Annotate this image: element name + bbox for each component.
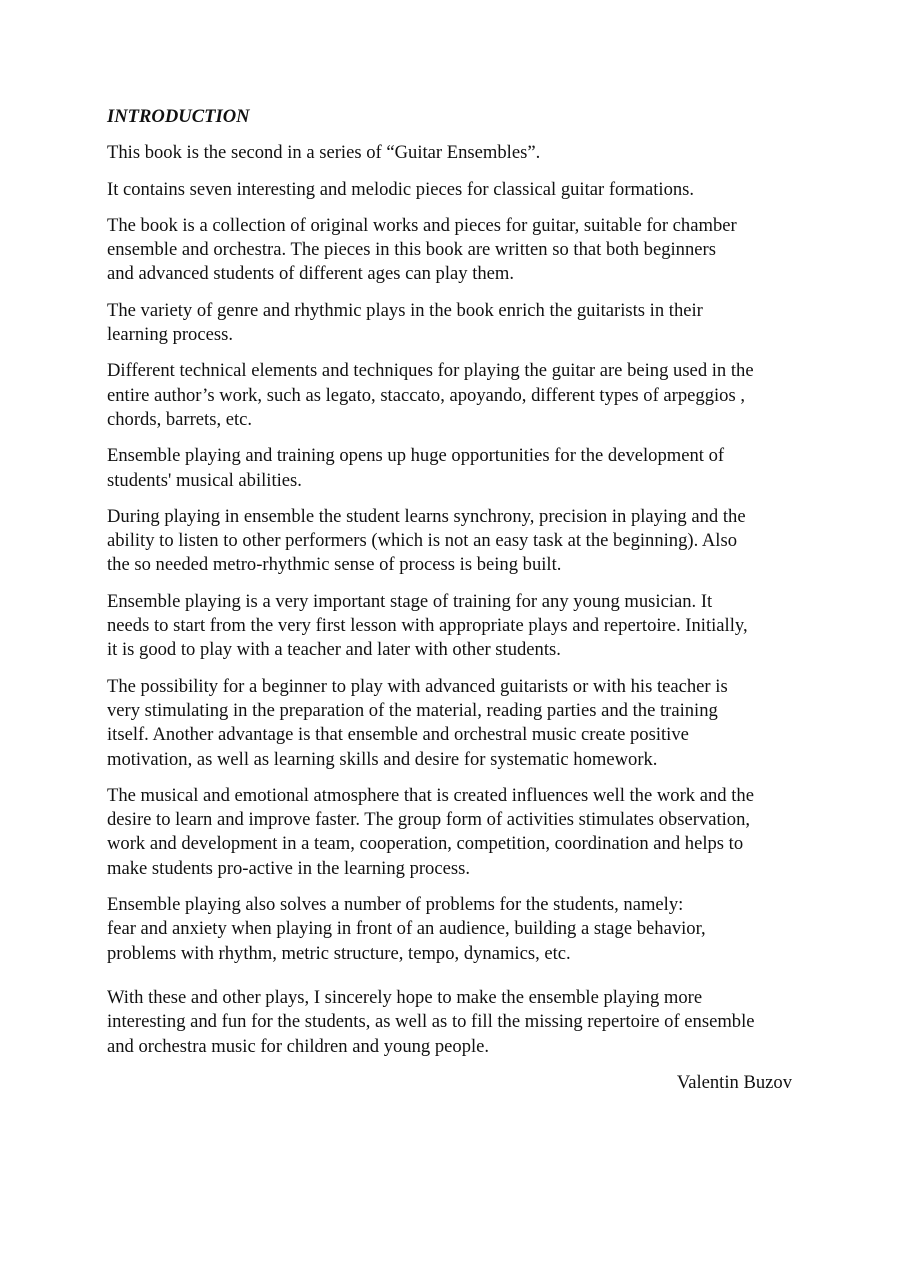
paragraph-line: It contains seven interesting and melodic pieces for classical guitar formations. [107, 178, 695, 200]
paragraph-line: students' musical abilities. [107, 469, 302, 491]
paragraph-line: the so needed metro-rhythmic sense of process is being built. [107, 554, 562, 576]
paragraph [107, 299, 792, 348]
paragraph-line: chords, barrets, etc. [107, 408, 253, 430]
paragraph-line: entire author’s work, such as legato, staccato, apoyando, different types of arpeggios , [107, 384, 746, 406]
paragraph-line: Ensemble playing and training opens up huge opportunities for the development of [107, 445, 725, 467]
paragraph [107, 444, 792, 493]
paragraph-line: Ensemble playing is a very important stage of training for any young musician. It [107, 590, 713, 612]
paragraph-line: problems with rhythm, metric structure, tempo, dynamics, etc. [107, 942, 571, 964]
paragraph-line: very stimulating in the preparation of the material, reading parties and the training [107, 699, 718, 721]
paragraph [107, 141, 792, 165]
paragraph-line: The musical and emotional atmosphere that is created influences well the work and the [107, 784, 754, 806]
paragraph-line: make students pro-active in the learning process. [107, 857, 470, 879]
paragraph-line: itself. Another advantage is that ensemble and orchestral music create positive [107, 724, 689, 746]
paragraph-line: needs to start from the very first lesson with appropriate plays and repertoire. Initially, [107, 615, 748, 637]
paragraph [107, 590, 792, 663]
paragraph [107, 675, 792, 772]
paragraph [107, 784, 792, 881]
document-body [107, 105, 792, 1095]
paragraph-line: This book is the second in a series of “Guitar Ensembles”. [107, 142, 541, 164]
paragraph-line: During playing in ensemble the student learns synchrony, precision in playing and the [107, 505, 746, 527]
paragraph-line: it is good to play with a teacher and later with other students. [107, 639, 561, 661]
paragraph-line: The possibility for a beginner to play with advanced guitarists or with his teacher is [107, 675, 728, 697]
paragraph-line: The book is a collection of original works and pieces for guitar, suitable for chamber [107, 214, 737, 236]
paragraph-list [107, 141, 792, 1059]
paragraph-line: work and development in a team, cooperation, competition, coordination and helps to [107, 833, 744, 855]
paragraph-line: ensemble and orchestra. The pieces in this book are written so that both beginners [107, 239, 716, 261]
paragraph-line: and orchestra music for children and young people. [107, 1035, 490, 1057]
paragraph [107, 986, 792, 1059]
paragraph-line: Different technical elements and techniques for playing the guitar are being used in the [107, 360, 754, 382]
paragraph-line: interesting and fun for the students, as well as to fill the missing repertoire of ensemble [107, 1011, 755, 1033]
paragraph-line: fear and anxiety when playing in front of an audience, building a stage behavior, [107, 918, 706, 940]
paragraph-line: With these and other plays, I sincerely hope to make the ensemble playing more [107, 986, 703, 1008]
paragraph-line: learning process. [107, 324, 233, 346]
paragraph-line: and advanced students of different ages can play them. [107, 263, 515, 285]
paragraph [107, 505, 792, 578]
paragraph-line: ability to listen to other performers (which is not an easy task at the beginning). Also [107, 530, 737, 552]
paragraph-line: motivation, as well as learning skills and desire for systematic homework. [107, 748, 658, 770]
paragraph [107, 893, 792, 966]
author-signature: Valentin Buzov [676, 1071, 792, 1093]
paragraph [107, 359, 792, 432]
paragraph [107, 214, 792, 287]
paragraph-line: desire to learn and improve faster. The group form of activities stimulates observation, [107, 809, 751, 831]
paragraph [107, 178, 792, 202]
paragraph-line: Ensemble playing also solves a number of problems for the students, namely: [107, 894, 684, 916]
paragraph-line: The variety of genre and rhythmic plays in the book enrich the guitarists in their [107, 299, 703, 321]
section-heading: INTRODUCTION [107, 106, 250, 127]
